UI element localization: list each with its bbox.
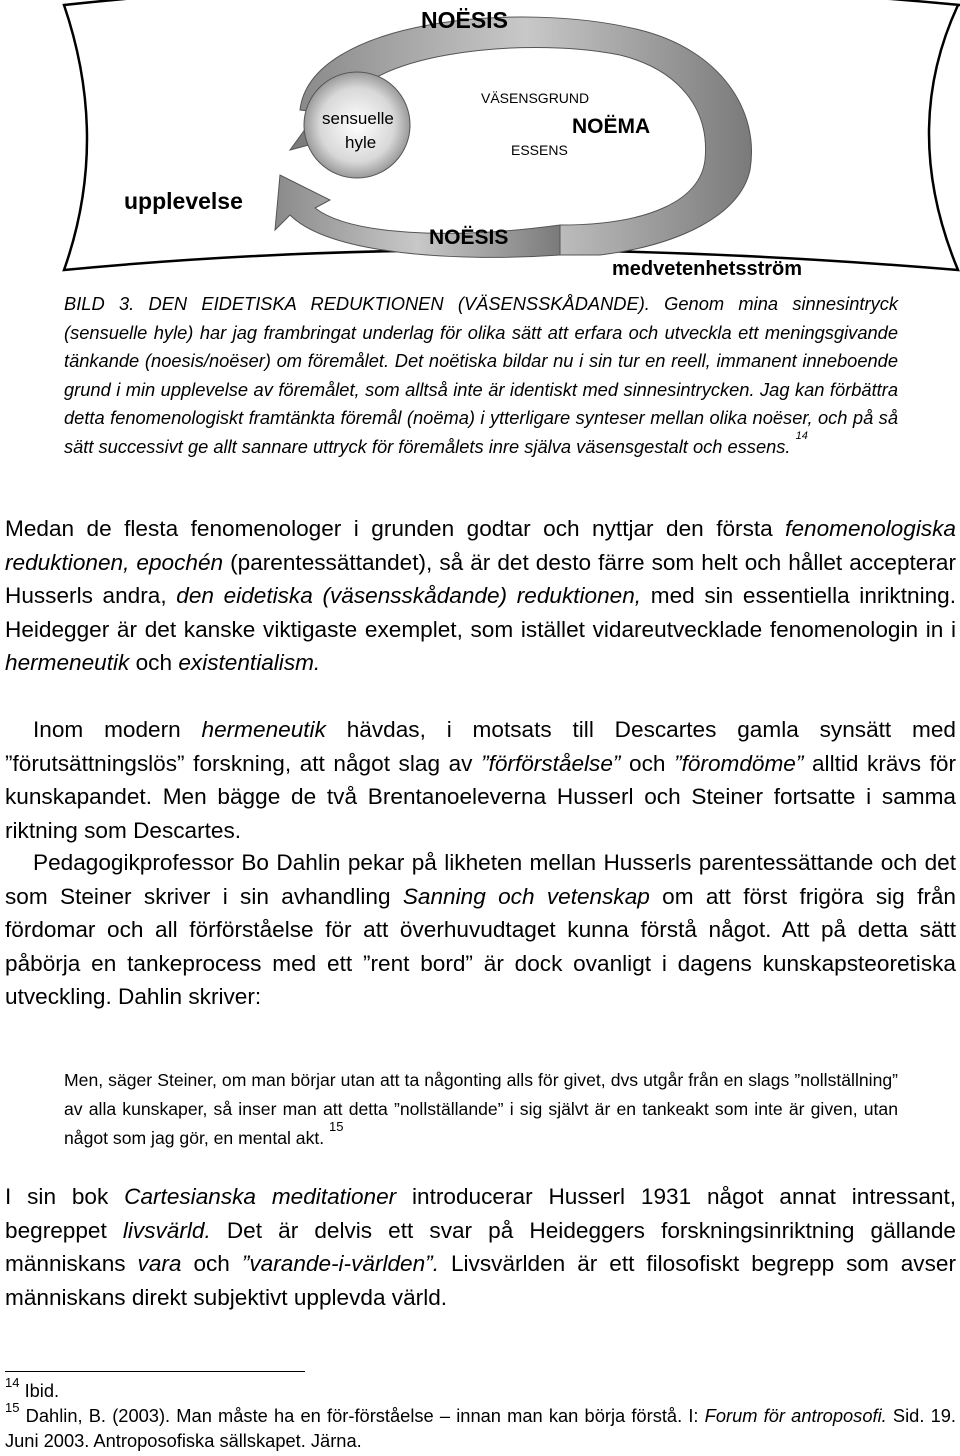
- p2-text-e: och: [620, 750, 675, 776]
- diagram-label-noesis-top: NOËSIS: [421, 7, 508, 33]
- p1-text-e: med sin essentiella inriktning. Heidegger är det kanske viktigaste exemplet, som istället vidareutvecklade fenomenologin in i: [5, 583, 957, 642]
- p4-text-c: introducerar Husserl 1931 något annat intressant, begreppet: [5, 1184, 956, 1243]
- p3-italic-b: Sanning och vetenskap: [402, 883, 650, 909]
- diagram-label-noesis-bottom: NOËSIS: [429, 226, 509, 249]
- p1-text-g: och: [129, 650, 179, 675]
- caption-text: BILD 3. DEN EIDETISKA REDUKTIONEN (VÄSENSSKÅDANDE). Genom mina sinnesintryck (sensuelle hyle) har jag frambringat underlag för olika sätt att erfara och utveckla ett meningsgivande tänkande (noesis/noëser) om föremålet. Det noëtiska bildar nu i sin tur en reell, immanent inneboende grund i min upplevelse av föremålet, som alltså inte är identiskt med sinnesintrycken. Jag kan förbättra detta fenomenologiskt framtänkta föremål (noëma) i ytterligare synteser mellan olika noëser, och på så sätt successivt ge allt sannare uttryck för föremålets inre själva väsensgestalt och essens.: [64, 293, 898, 457]
- diagram-svg: [0, 0, 960, 285]
- footnote-15-text-a: Dahlin, B. (2003). Man måste ha en för-förståelse – innan man kan börja förstå. I:: [25, 1405, 705, 1426]
- footnote-14-text: Ibid.: [24, 1380, 60, 1401]
- p1-italic-h: existentialism.: [178, 650, 321, 675]
- p1-italic-f: hermeneutik: [5, 650, 130, 675]
- footnotes: [5, 1375, 956, 1453]
- caption-footnote-ref: 14: [795, 429, 808, 442]
- p1-italic-b: fenomenologiska reduktionen, epochén: [5, 516, 956, 575]
- diagram-label-hyle: hyle: [345, 133, 377, 152]
- paragraph-2: [5, 713, 956, 847]
- block-quote: [64, 1066, 898, 1153]
- p3-text-c: om att först frigöra sig från fördomar och all förförståelse för att överhuvudtaget kunna förstå något. Att på detta sätt påbörja en tankeprocess med ett ”rent bord” är dock ovanligt i dagens kunskapsteoretiska utveckling. Dahlin skriver:: [5, 883, 956, 1009]
- footnote-separator: [5, 1371, 305, 1372]
- p4-italic-f: vara: [137, 1251, 182, 1276]
- diagram-label-noema: NOËMA: [572, 115, 651, 138]
- noesis-noema-diagram: [0, 0, 960, 285]
- p4-italic-b: Cartesianska meditationer: [124, 1184, 397, 1209]
- p3-text-a: Pedagogikprofessor Bo Dahlin pekar på likheten mellan Husserls parentessättande och det som Steiner skriver i sin avhandling: [5, 850, 956, 909]
- diagram-label-vasensgrund: VÄSENSGRUND: [481, 90, 590, 106]
- p1-italic-d: den eidetiska (väsensskådande) reduktionen,: [176, 583, 642, 608]
- quote-text: Men, säger Steiner, om man börjar utan att ta någonting alls för givet, dvs utgår från en slags ”nollställning” av alla kunskaper, så inser man att detta ”nollställande” i sig självt är en tankeakt som inte är given, utan något som jag gör, en mental akt.: [64, 1070, 898, 1148]
- p2-text-g: alltid krävs för kunskapandet. Men bägge de två Brentanoeleverna Husserl och Steiner fortsatte i samma riktning som Descartes.: [5, 750, 956, 843]
- footnote-14-number: 14: [5, 1375, 20, 1390]
- p2-italic-f: ”föromdöme”: [674, 750, 804, 776]
- diagram-label-sensuelle: sensuelle: [322, 109, 394, 128]
- diagram-label-medvetenhetsstrom: medvetenhetsström: [612, 258, 803, 280]
- quote-footnote-ref: 15: [329, 1119, 344, 1134]
- paragraph-1: [5, 512, 956, 680]
- paragraph-3: [5, 846, 956, 1014]
- p4-text-i: Livsvärlden är ett filosofiskt begrepp som avser människans direkt subjektivt upplevda värld.: [5, 1251, 956, 1310]
- footnote-15-number: 15: [5, 1400, 20, 1415]
- p2-text-c: hävdas, i motsats till Descartes gamla synsätt med ”förutsättningslös” forskning, att något slag av: [5, 717, 956, 776]
- footnote-15-text-c: Sid. 19. Juni 2003. Antroposofiska sällskapet. Järna.: [5, 1405, 956, 1451]
- p2-text-a: Inom modern: [33, 717, 202, 742]
- p1-text-a: Medan de flesta fenomenologer i grunden godtar och nyttjar den första: [5, 516, 786, 541]
- paragraph-4: [5, 1180, 956, 1314]
- p2-italic-d: ”förförståelse”: [481, 750, 621, 776]
- p4-italic-h: ”varande-i-världen”.: [241, 1251, 439, 1276]
- p4-italic-d: livsvärld.: [122, 1217, 211, 1243]
- footnote-14: [5, 1375, 956, 1403]
- p4-text-e: Det är delvis ett svar på Heideggers forskningsinriktning gällande människans: [5, 1217, 956, 1276]
- p4-text-g: och: [181, 1251, 242, 1276]
- p1-text-c: (parentessättandet), så är det desto färre som helt och hållet accepterar Husserls andra,: [5, 549, 956, 608]
- diagram-label-essens: ESSENS: [511, 142, 568, 158]
- footnote-15-italic: Forum för antroposofi.: [704, 1405, 887, 1426]
- p2-italic-b: hermeneutik: [201, 717, 326, 742]
- p4-text-a: I sin bok: [5, 1184, 125, 1209]
- diagram-label-upplevelse: upplevelse: [124, 188, 243, 214]
- footnote-15: [5, 1400, 956, 1453]
- figure-caption: [64, 290, 898, 462]
